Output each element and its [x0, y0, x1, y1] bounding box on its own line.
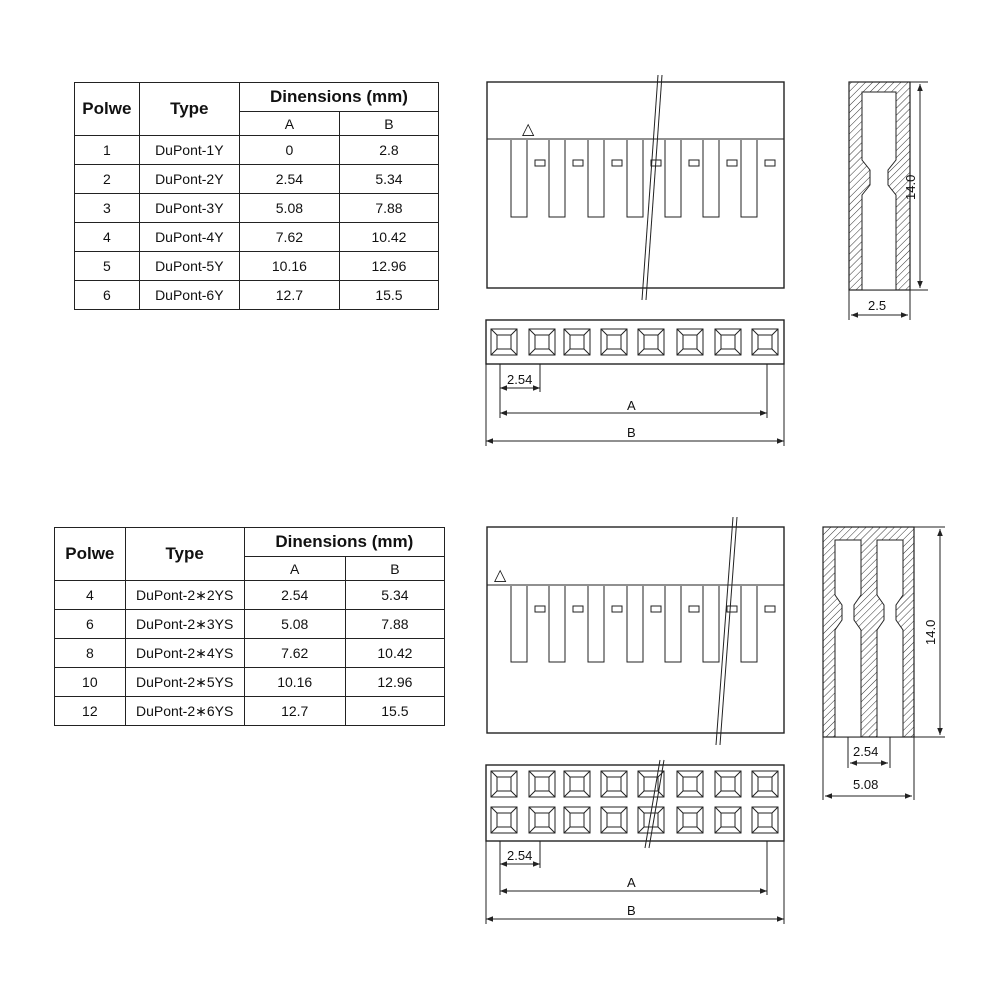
contact-slot — [665, 140, 681, 217]
contact-slot — [627, 140, 643, 217]
cell-a: 12.7 — [239, 281, 339, 310]
cell-polwe: 2 — [75, 165, 140, 194]
single-row-front-view — [486, 320, 784, 446]
dim-b-label: B — [627, 425, 636, 440]
cell-polwe: 8 — [55, 639, 126, 668]
latch-tab — [573, 606, 583, 612]
cell-b: 7.88 — [345, 610, 444, 639]
contact-slot — [549, 140, 565, 217]
height-label: 14.0 — [903, 174, 918, 200]
cell-a: 5.08 — [244, 610, 345, 639]
contact-slot — [511, 586, 527, 662]
cell-a: 12.7 — [244, 697, 345, 726]
cell-type: DuPont-3Y — [139, 194, 239, 223]
cell-a: 7.62 — [239, 223, 339, 252]
latch-tab — [727, 160, 737, 166]
header-polwe: Polwe — [55, 528, 126, 581]
cell-polwe: 6 — [75, 281, 140, 310]
cell-type: DuPont-2∗5YS — [125, 668, 244, 697]
cell-b: 10.42 — [339, 223, 438, 252]
latch-tab — [651, 606, 661, 612]
cell-polwe: 6 — [55, 610, 126, 639]
header-type: Type — [125, 528, 244, 581]
latch-tab — [727, 606, 737, 612]
cell-b: 15.5 — [339, 281, 438, 310]
cell-polwe: 10 — [55, 668, 126, 697]
header-dimensions: Dinensions (mm) — [239, 83, 438, 112]
pitch-label: 2.54 — [507, 372, 533, 387]
cell-polwe: 5 — [75, 252, 140, 281]
cell-b: 12.96 — [339, 252, 438, 281]
contact-slot — [588, 140, 604, 217]
cell-b: 5.34 — [345, 581, 444, 610]
contact-slot — [665, 586, 681, 662]
inner-width-label: 2.54 — [853, 744, 879, 759]
cell-b: 15.5 — [345, 697, 444, 726]
contact-slot — [741, 586, 757, 662]
triangle-marker: △ — [522, 121, 535, 138]
cell-type: DuPont-5Y — [139, 252, 239, 281]
height-label: 14.0 — [923, 619, 938, 645]
cell-type: DuPont-2Y — [139, 165, 239, 194]
pitch-label: 2.54 — [507, 848, 533, 863]
cell-a: 5.08 — [239, 194, 339, 223]
outer-width-label: 5.08 — [853, 777, 879, 792]
double-row-section-view — [823, 527, 945, 800]
contact-slot — [549, 586, 565, 662]
latch-tab — [689, 606, 699, 612]
header-b: B — [345, 557, 444, 581]
cell-type: DuPont-2∗3YS — [125, 610, 244, 639]
header-a: A — [239, 112, 339, 136]
header-type: Type — [139, 83, 239, 136]
header-b: B — [339, 112, 438, 136]
contact-slot — [741, 140, 757, 217]
latch-tab — [573, 160, 583, 166]
dim-b-label: B — [627, 903, 636, 918]
single-row-section-view — [849, 82, 928, 320]
cell-type: DuPont-2∗4YS — [125, 639, 244, 668]
latch-tab — [612, 160, 622, 166]
cell-polwe: 4 — [75, 223, 140, 252]
cell-type: DuPont-4Y — [139, 223, 239, 252]
cell-a: 7.62 — [244, 639, 345, 668]
cell-b: 12.96 — [345, 668, 444, 697]
latch-tab — [535, 160, 545, 166]
cell-type: DuPont-2∗2YS — [125, 581, 244, 610]
cell-b: 2.8 — [339, 136, 438, 165]
cell-polwe: 12 — [55, 697, 126, 726]
pin-holes — [491, 329, 778, 355]
contact-slots — [511, 140, 775, 217]
pin-holes — [491, 771, 778, 833]
contact-slot — [703, 140, 719, 217]
latch-tab — [765, 606, 775, 612]
contact-slot — [703, 586, 719, 662]
latch-tab — [535, 606, 545, 612]
cell-a: 10.16 — [239, 252, 339, 281]
width-label: 2.5 — [868, 298, 887, 313]
header-dimensions: Dinensions (mm) — [244, 528, 444, 557]
cell-type: DuPont-6Y — [139, 281, 239, 310]
cell-b: 7.88 — [339, 194, 438, 223]
double-row-front-view — [486, 760, 784, 924]
contact-slot — [627, 586, 643, 662]
dim-a-label: A — [627, 398, 636, 413]
cell-a: 2.54 — [239, 165, 339, 194]
dim-a-label: A — [627, 875, 636, 890]
latch-tab — [689, 160, 699, 166]
cell-a: 10.16 — [244, 668, 345, 697]
cell-type: DuPont-2∗6YS — [125, 697, 244, 726]
header-polwe: Polwe — [75, 83, 140, 136]
cell-a: 2.54 — [244, 581, 345, 610]
double-row-side-view — [487, 517, 784, 745]
triangle-marker: △ — [494, 567, 507, 584]
latch-tab — [612, 606, 622, 612]
header-a: A — [244, 557, 345, 581]
cell-a: 0 — [239, 136, 339, 165]
cell-b: 10.42 — [345, 639, 444, 668]
contact-slots — [511, 586, 775, 662]
latch-tab — [765, 160, 775, 166]
cell-type: DuPont-1Y — [139, 136, 239, 165]
contact-slot — [588, 586, 604, 662]
single-row-side-view — [487, 75, 784, 300]
cell-polwe: 3 — [75, 194, 140, 223]
cell-polwe: 1 — [75, 136, 140, 165]
contact-slot — [511, 140, 527, 217]
break-line — [642, 75, 658, 300]
cell-b: 5.34 — [339, 165, 438, 194]
cell-polwe: 4 — [55, 581, 126, 610]
